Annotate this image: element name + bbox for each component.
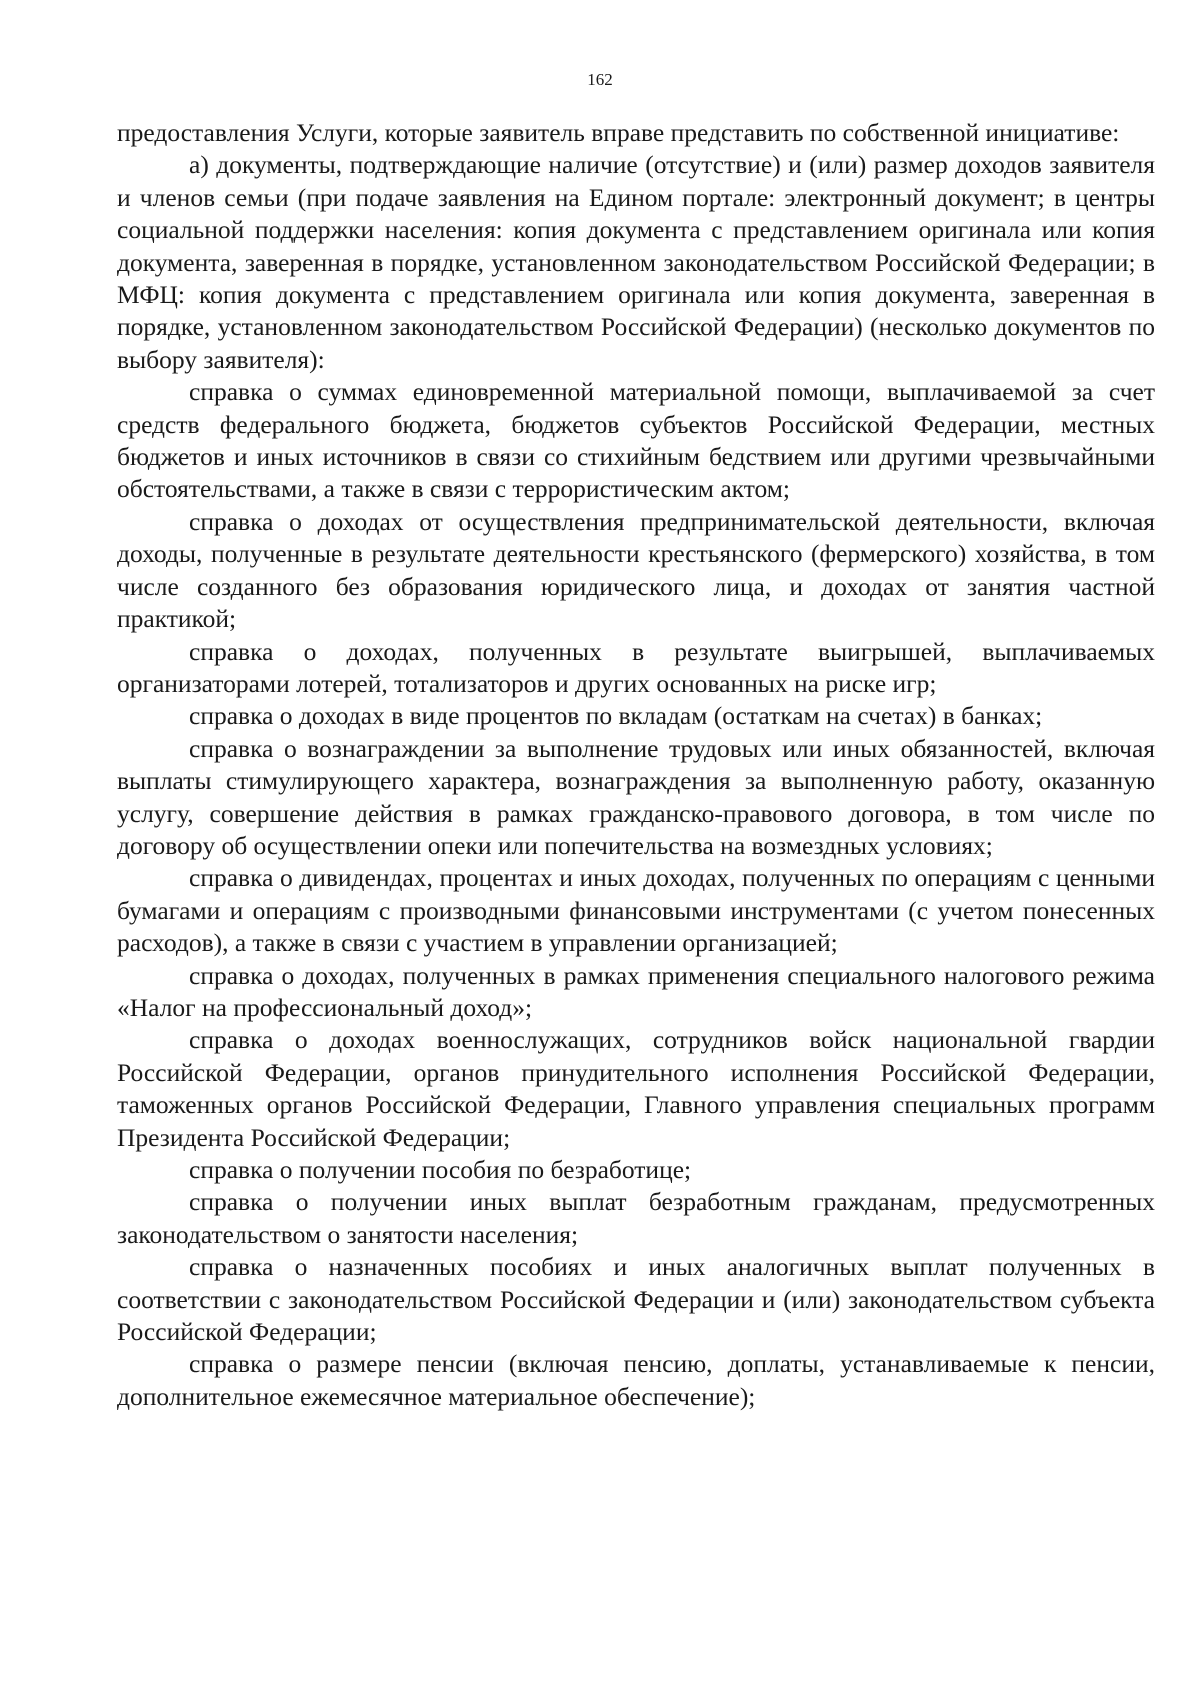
paragraph-continuation: предоставления Услуги, которые заявитель вправе представить по собственной инициативе:: [117, 118, 1120, 147]
paragraph-certificate-unemployment-payments: справка о получении иных выплат безработным гражданам, предусмотренных законодательством о занятости населения;: [117, 1187, 1155, 1249]
paragraph-certificate-assigned-benefits: справка о назначенных пособиях и иных аналогичных выплат полученных в соответствии с законодательством Российской Федерации и (или) законодательством субъекта Российской Федерации;: [117, 1252, 1155, 1347]
paragraph-certificate-deposit-interest: справка о доходах в виде процентов по вкладам (остаткам на счетах) в банках;: [189, 701, 1043, 731]
paragraph-certificate-material-aid: справка о суммах единовременной материальной помощи, выплачиваемой за счет средств федерального бюджета, бюджетов субъектов Российской Федерации, местных бюджетов и иных источников в связи со стихийным бедствием или другими чрезвычайными обстоятельствами, а также в связи с террористическим актом;: [117, 377, 1155, 504]
document-body: [117, 117, 1155, 1413]
paragraph-certificate-winnings: справка о доходах, полученных в результате выигрышей, выплачиваемых организаторами лотерей, тотализаторов и других основанных на риске игр;: [117, 636, 1155, 698]
paragraph-certificate-dividends: справка о дивидендах, процентах и иных доходах, полученных по операциям с ценными бумагами и операциям с производными финансовыми инструментами (с учетом понесенных расходов), а также в связи с участием в управлении организацией;: [117, 863, 1155, 958]
paragraph-certificate-professional-income-tax: справка о доходах, полученных в рамках применения специального налогового режима «Налог на профессиональный доход»;: [117, 960, 1155, 1022]
paragraph-certificate-remuneration: справка о вознаграждении за выполнение трудовых или иных обязанностей, включая выплаты стимулирующего характера, вознаграждения за выполненную работу, оказанную услугу, совершение действия в рамках гражданско-правового договора, в том числе по договору об осуществлении опеки или попечительства на возмездных условиях;: [117, 733, 1155, 860]
paragraph-certificate-unemployment-benefit: справка о получении пособия по безработице;: [189, 1155, 692, 1184]
paragraph-certificate-military-income: справка о доходах военнослужащих, сотрудников войск национальной гвардии Российской Федерации, органов принудительного исполнения Российской Федерации, таможенных органов Российской Федерации, Главного управления специальных программ Президента Российской Федерации;: [117, 1025, 1155, 1152]
page-number: 162: [587, 70, 613, 89]
paragraph-certificate-pension: справка о размере пенсии (включая пенсию, доплаты, устанавливаемые к пенсии, дополнительное ежемесячное материальное обеспечение);: [117, 1349, 1155, 1411]
paragraph-certificate-business-income: справка о доходах от осуществления предпринимательской деятельности, включая доходы, полученные в результате деятельности крестьянского (фермерского) хозяйства, в том числе созданного без образования юридического лица, и доходах от занятия частной практикой;: [117, 506, 1155, 634]
paragraph-item-a: а) документы, подтверждающие наличие (отсутствие) и (или) размер доходов заявителя и членов семьи (при подаче заявления на Едином портале: электронный документ; в центры социальной поддержки населения: копия документа с представлением оригинала или копия документа, заверенная в порядке, установленном законодательством Российской Федерации; в МФЦ: копия документа с представлением оригинала или копия документа, заверенная в порядке, установленном законодательством Российской Федерации) (несколько документов по выбору заявителя):: [117, 150, 1155, 374]
